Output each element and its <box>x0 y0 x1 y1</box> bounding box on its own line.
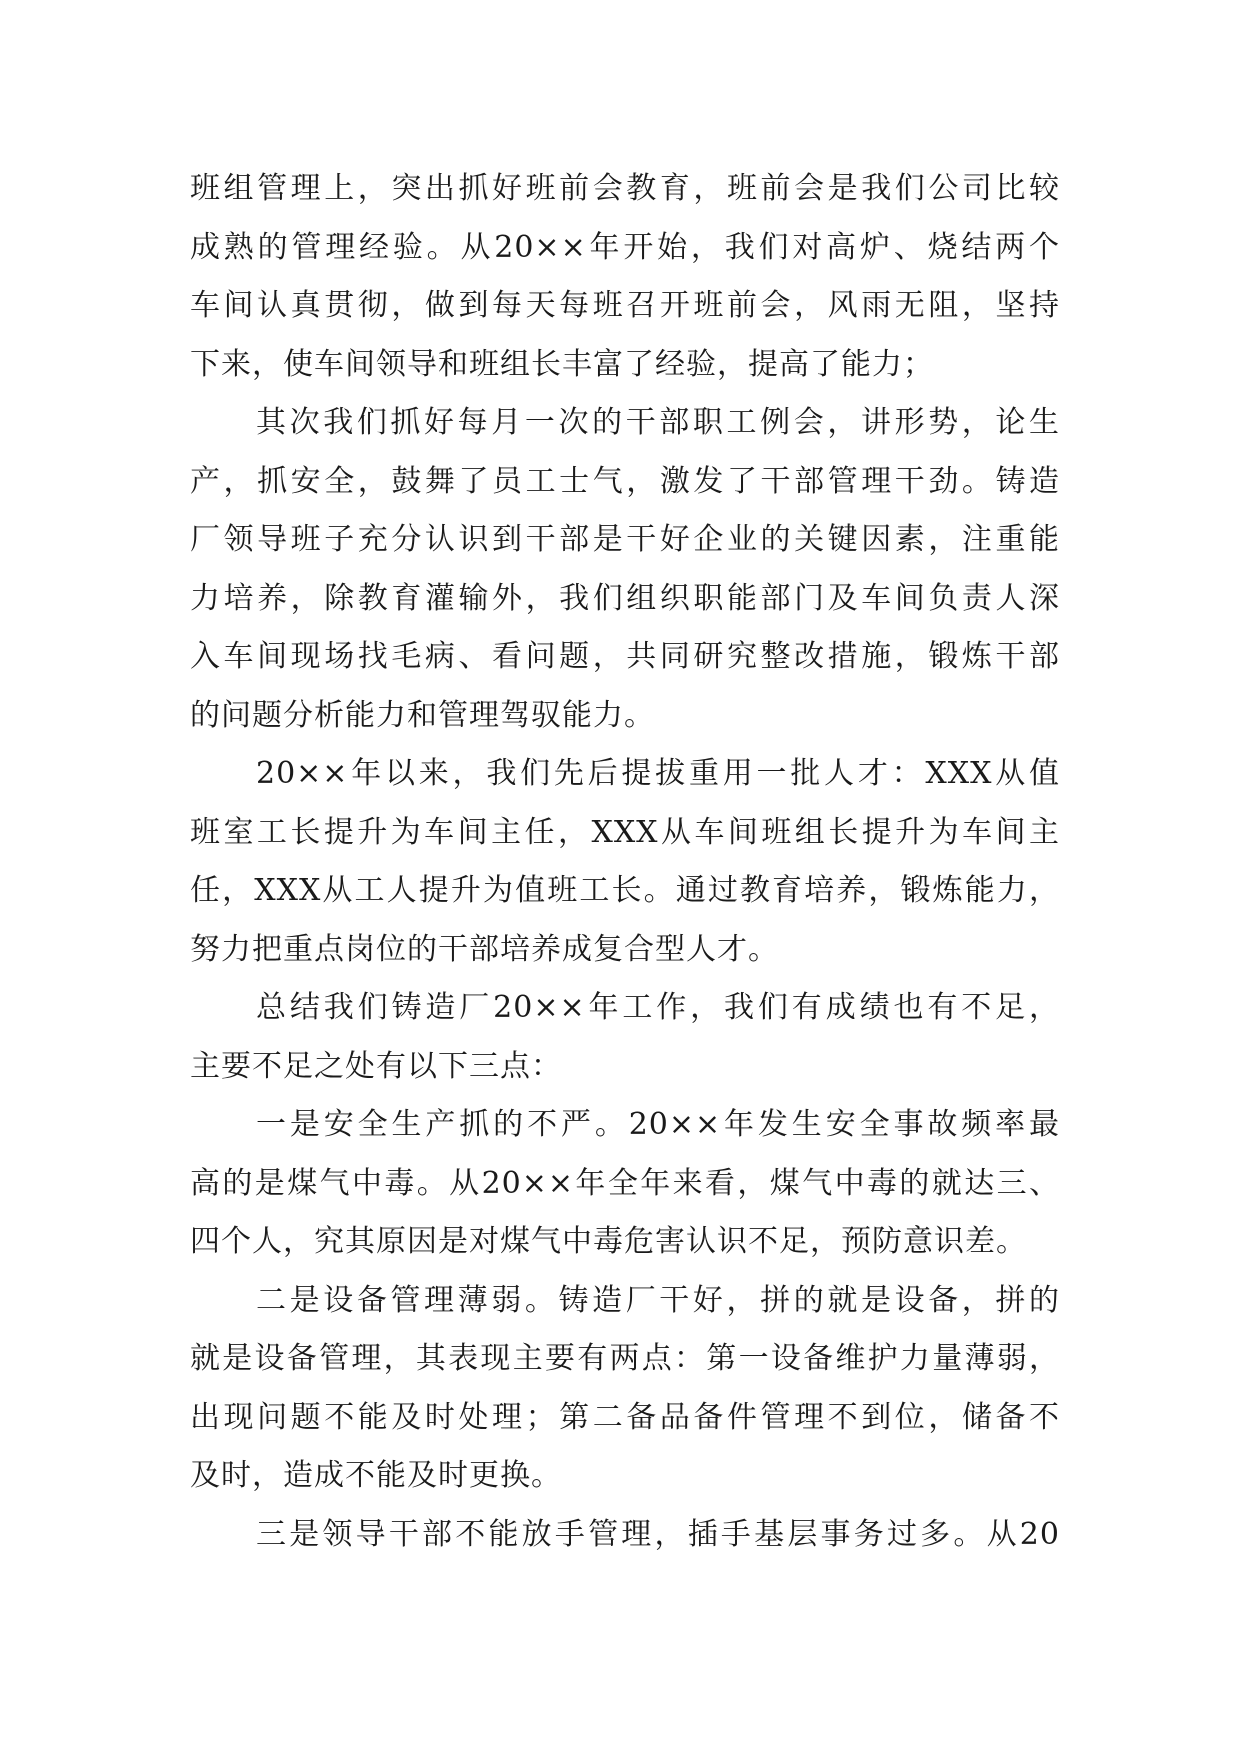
text-line: 就是设备管理，其表现主要有两点：第一设备维护力量薄弱， <box>190 1341 1060 1376</box>
text-line: 车间认真贯彻，做到每天每班召开班前会，风雨无阻，坚持 <box>190 288 1060 323</box>
document-body <box>190 160 1060 1564</box>
text-line: 四个人，究其原因是对煤气中毒危害认识不足，预防意识差。 <box>190 1224 1027 1259</box>
text-line: 产，抓安全，鼓舞了员工士气，激发了干部管理干劲。铸造 <box>190 463 1060 499</box>
text-line: 力培养，除教育灌输外，我们组织职能部门及车间负责人深 <box>190 580 1060 616</box>
text-line: 其次我们抓好每月一次的干部职工例会，讲形势，论生 <box>256 405 1060 440</box>
text-line: 主要不足之处有以下三点： <box>190 1048 562 1084</box>
text-line: 高的是煤气中毒。从20××年全年来看，煤气中毒的就达三、 <box>190 1165 1060 1201</box>
text-line: 及时，造成不能及时更换。 <box>190 1458 562 1493</box>
text-line: 班组管理上，突出抓好班前会教育，班前会是我们公司比较 <box>190 171 1060 206</box>
text-line: 三是领导干部不能放手管理，插手基层事务过多。从20 <box>256 1516 1060 1552</box>
text-line: 二是设备管理薄弱。铸造厂干好，拼的就是设备，拼的 <box>256 1282 1060 1318</box>
text-line: 下来，使车间领导和班组长丰富了经验，提高了能力； <box>190 346 934 382</box>
text-line: 厂领导班子充分认识到干部是干好企业的关键因素，注重能 <box>190 522 1060 557</box>
text-line: 入车间现场找毛病、看问题，共同研究整改措施，锻炼干部 <box>190 639 1060 674</box>
text-line: 任，XXX从工人提升为值班工长。通过教育培养，锻炼能力， <box>190 873 1060 908</box>
text-line: 出现问题不能及时处理；第二备品备件管理不到位，储备不 <box>190 1399 1060 1435</box>
text-line: 总结我们铸造厂20××年工作，我们有成绩也有不足， <box>256 990 1060 1025</box>
text-line: 成熟的管理经验。从20××年开始，我们对高炉、烧结两个 <box>190 229 1060 265</box>
text-line: 20××年以来，我们先后提拔重用一批人才：XXX从值 <box>256 756 1060 791</box>
text-line: 的问题分析能力和管理驾驭能力。 <box>190 697 655 733</box>
text-line: 班室工长提升为车间主任，XXX从车间班组长提升为车间主 <box>190 814 1060 850</box>
text-line: 努力把重点岗位的干部培养成复合型人才。 <box>190 931 779 967</box>
text-line: 一是安全生产抓的不严。20××年发生安全事故频率最 <box>256 1107 1060 1142</box>
